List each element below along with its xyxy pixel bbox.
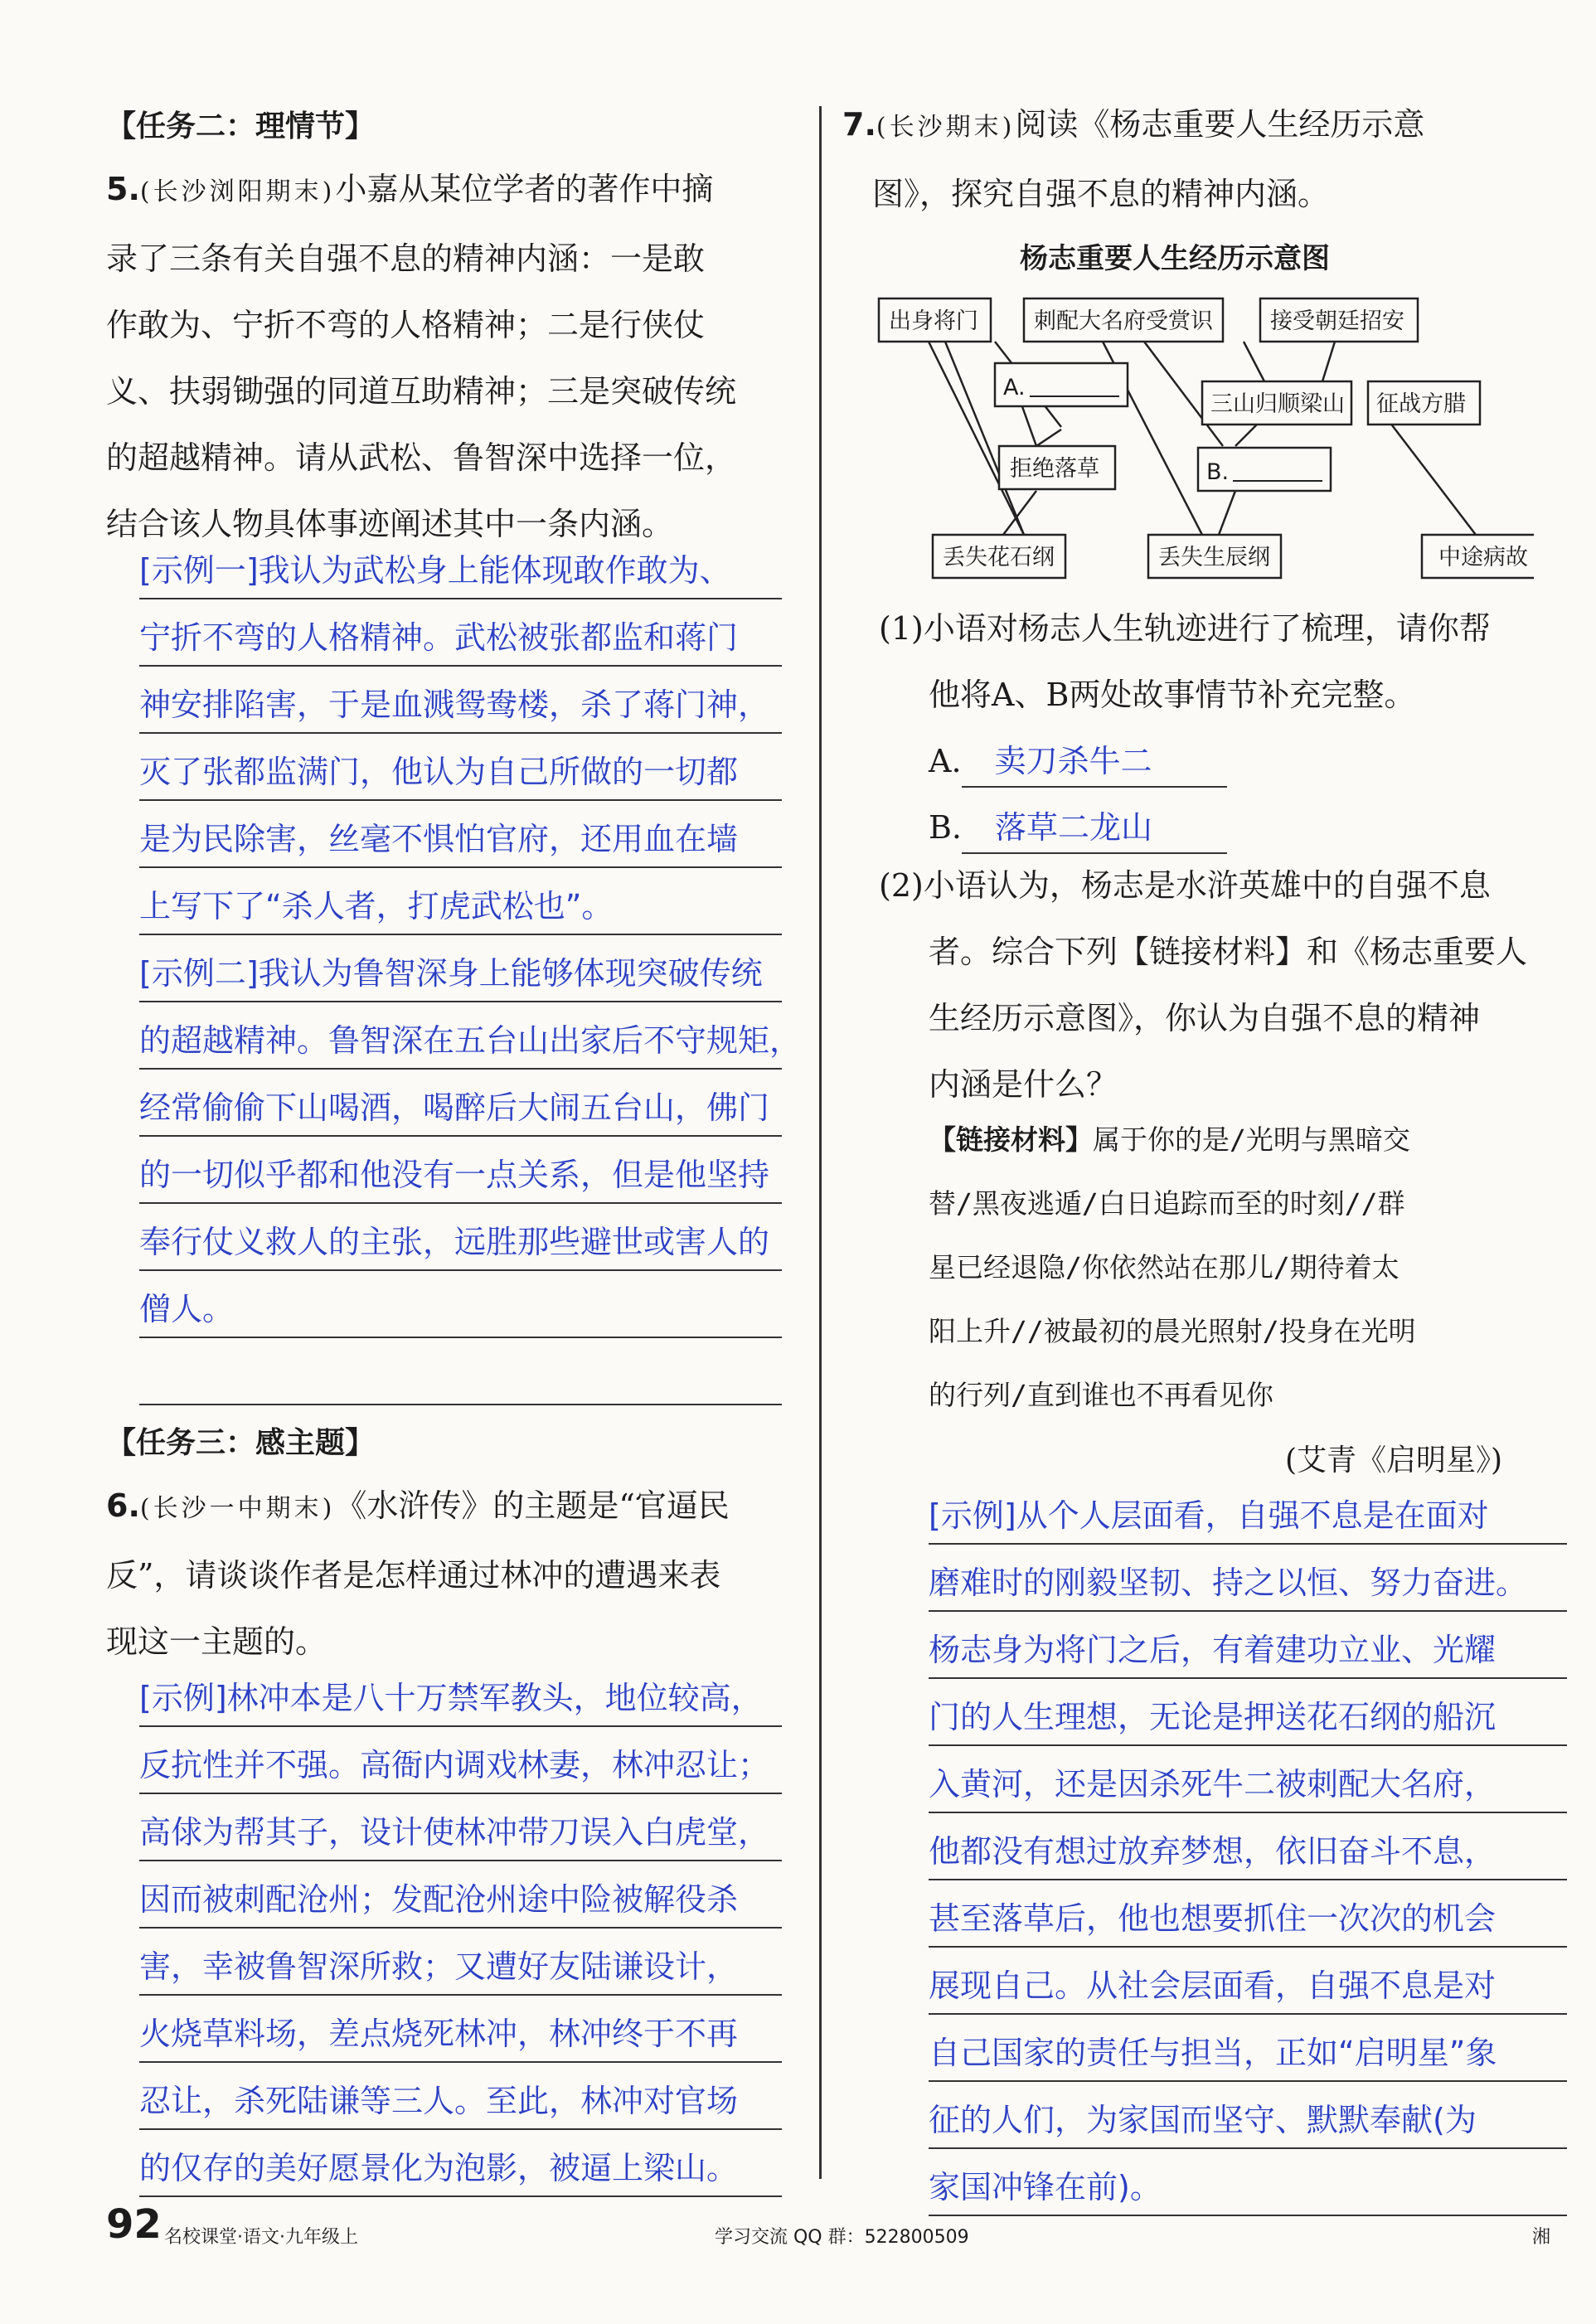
answer-line: 上写下了“杀人者，打虎武松也”。 — [139, 868, 782, 935]
question-5-answer — [139, 532, 802, 1405]
q5-line: 小嘉从某位学者的著作中摘 — [335, 171, 714, 207]
poem-attribution: (艾青《启明星》) — [1285, 1443, 1503, 1477]
answer-line: 高俅为帮其子，设计使林冲带刀误入白虎堂， — [139, 1794, 782, 1861]
question-7-number: 7. — [842, 106, 876, 143]
sub1-line: (1)小语对杨志人生轨迹进行了梳理，请你帮 — [879, 610, 1491, 647]
column-divider — [819, 106, 822, 2179]
poem-line: 属于你的是/光明与黑暗交 — [1093, 1123, 1410, 1156]
label-refuse: 拒绝落草 — [1010, 456, 1099, 482]
q7-line: 阅读《杨志重要人生经历示意 — [1015, 106, 1425, 143]
label-death: 中途病故 — [1438, 545, 1528, 570]
connector — [1244, 342, 1264, 381]
sub2-line: 者。综合下列【链接材料】和《杨志重要人 — [929, 934, 1528, 970]
answer-line: [示例]林冲本是八十万禁军教头，地位较高， — [139, 1660, 782, 1727]
q6-line: 《水浒传》的主题是“官逼民 — [335, 1487, 730, 1524]
poem-line: 的行列/直到谁也不再看见你 — [929, 1379, 1273, 1411]
answer-line: 征的人们，为家国而坚守、默默奉献(为 — [929, 2082, 1567, 2149]
answer-line: 自己国家的责任与担当，正如“启明星”象 — [929, 2015, 1567, 2082]
q5-line: 录了三条有关自强不息的精神内涵：一是敢 — [106, 240, 706, 277]
answer-line — [139, 1338, 782, 1405]
label-daming: 刺配大名府受赏识 — [1034, 308, 1213, 334]
q7-line: 图》，探究自强不息的精神内涵。 — [872, 176, 1330, 212]
sub-question-2 — [879, 852, 1584, 1118]
q6-line: 现这一主题的。 — [106, 1623, 327, 1660]
question-6 — [106, 1473, 794, 1675]
task3-heading: 【任务三：感主题】 — [106, 1426, 376, 1460]
sub-question-1 — [879, 595, 1584, 861]
sub2-line: (2)小语认为，杨志是水浒英雄中的自强不息 — [879, 867, 1491, 904]
link-material — [929, 1108, 1575, 1427]
label-b: B. — [1206, 459, 1230, 485]
answer-line: 的仅存的美好愿景化为泡影，被逼上梁山。 — [139, 2130, 782, 2197]
connector — [1036, 429, 1061, 446]
poem-line: 替/黑夜逃遁/白日追踪而至的时刻//群 — [929, 1187, 1405, 1220]
answer-line: 入黄河，还是因杀死牛二被刺配大名府， — [929, 1746, 1567, 1813]
life-diagram — [871, 290, 1534, 597]
answer-line: [示例二]我认为鲁智深身上能够体现突破传统 — [139, 935, 782, 1002]
answer-line: 神安排陷害，于是血溅鸳鸯楼，杀了蒋门神， — [139, 667, 782, 734]
answer-line: 甚至落草后，他也想要抓住一次次的机会 — [929, 1880, 1567, 1948]
connector — [1322, 342, 1335, 381]
question-6-answer — [139, 1660, 782, 2197]
label-zhaoan: 接受朝廷招安 — [1270, 308, 1404, 334]
qq-group: 学习交流 QQ 群：522800509 — [715, 2227, 969, 2248]
sub-question-2-answer — [929, 1477, 1567, 2216]
poem-line: 星已经退隐/你依然站在那儿/期待着太 — [929, 1251, 1400, 1283]
sub1-a-label: A. — [929, 743, 962, 779]
answer-line: 奉行仗义救人的主张，远胜那些避世或害人的 — [139, 1204, 782, 1271]
diagram-title: 杨志重要人生经历示意图 — [1020, 242, 1330, 275]
task2-heading: 【任务二：理情节】 — [106, 109, 376, 143]
q5-line: 结合该人物具体事迹阐述其中一条内涵。 — [106, 506, 674, 542]
sub1-b-answer[interactable]: 落草二龙山 — [962, 803, 1227, 854]
sub2-line: 内涵是什么？ — [929, 1066, 1118, 1103]
q5-line: 的超越精神。请从武松、鲁智深中选择一位， — [106, 439, 737, 476]
answer-line: 杨志身为将门之后，有着建功立业、光耀 — [929, 1612, 1567, 1679]
answer-line: [示例]从个人层面看，自强不息是在面对 — [929, 1477, 1567, 1545]
answer-line: 家国冲锋在前)。 — [929, 2149, 1567, 2216]
question-6-number: 6. — [106, 1487, 140, 1524]
answer-line: 是为民除害，丝毫不惧怕官府，还用血在墙 — [139, 801, 782, 868]
connector — [1219, 491, 1235, 535]
label-sanshan: 三山归顺梁山 — [1210, 391, 1345, 417]
poem-line: 阳上升//被最初的晨光照射/投身在光明 — [929, 1315, 1416, 1347]
q5-line: 作敢为、宁折不弯的人格精神；二是行侠仗 — [106, 307, 706, 343]
answer-line: 门的人生理想，无论是押送花石纲的船沉 — [929, 1679, 1567, 1746]
region-mark: 湘 — [1532, 2227, 1551, 2248]
answer-line: 磨难时的刚毅坚韧、持之以恒、努力奋进。 — [929, 1545, 1567, 1612]
q5-line: 义、扶弱锄强的同道互助精神；三是突破传统 — [106, 373, 737, 410]
page-footer — [0, 2201, 1596, 2268]
answer-line: 的超越精神。鲁智深在五台山出家后不守规矩， — [139, 1002, 782, 1070]
answer-line: [示例一]我认为武松身上能体现敢作敢为、 — [139, 532, 782, 599]
answer-line: 反抗性并不强。高衙内调戏林妻，林冲忍让； — [139, 1727, 782, 1794]
q6-line: 反”，请谈谈作者是怎样通过林冲的遭遇来表 — [106, 1557, 721, 1594]
answer-line: 他都没有想过放弃梦想，依旧奋斗不息， — [929, 1813, 1567, 1880]
question-5 — [106, 156, 794, 557]
answer-line: 僧人。 — [139, 1271, 782, 1338]
answer-line: 因而被刺配沧州；发配沧州途中险被解役杀 — [139, 1861, 782, 1929]
question-6-source: (长沙一中期末) — [139, 1494, 336, 1523]
label-a: A. — [1003, 375, 1026, 400]
question-5-number: 5. — [106, 171, 140, 207]
book-title: 名校课堂·语文·九年级上 — [164, 2227, 358, 2248]
label-shengchen: 丢失生辰纲 — [1158, 545, 1270, 570]
answer-line: 展现自己。从社会层面看，自强不息是对 — [929, 1948, 1567, 2015]
sub1-line: 他将A、B两处故事情节补充完整。 — [929, 677, 1416, 713]
question-7 — [842, 91, 1572, 227]
sub2-line: 生经历示意图》，你认为自强不息的精神 — [929, 1000, 1481, 1036]
sub1-a-answer[interactable]: 卖刀杀牛二 — [962, 736, 1227, 788]
page-number: 92 — [106, 2201, 162, 2248]
answer-line: 害，幸被鲁智深所救；又遭好友陆谦设计， — [139, 1929, 782, 1996]
material-label: 【链接材料】 — [929, 1123, 1093, 1156]
sub1-b-label: B. — [929, 809, 963, 846]
answer-line: 火烧草料场，差点烧死林冲，林冲终于不再 — [139, 1996, 782, 2063]
label-huashi: 丢失花石纲 — [943, 545, 1055, 570]
answer-line: 宁折不弯的人格精神。武松被张都监和蒋门 — [139, 599, 782, 667]
answer-line: 忍让，杀死陆谦等三人。至此，林冲对官场 — [139, 2063, 782, 2130]
question-7-source: (长沙期末) — [876, 113, 1016, 142]
question-5-source: (长沙浏阳期末) — [139, 177, 336, 206]
label-fangla: 征战方腊 — [1376, 391, 1466, 417]
label-birth: 出身将门 — [889, 308, 978, 334]
answer-line: 经常偷偷下山喝酒，喝醉后大闹五台山，佛门 — [139, 1070, 782, 1137]
answer-line: 灭了张都监满门，他认为自己所做的一切都 — [139, 734, 782, 801]
answer-line: 的一切似乎都和他没有一点关系，但是他坚持 — [139, 1137, 782, 1204]
